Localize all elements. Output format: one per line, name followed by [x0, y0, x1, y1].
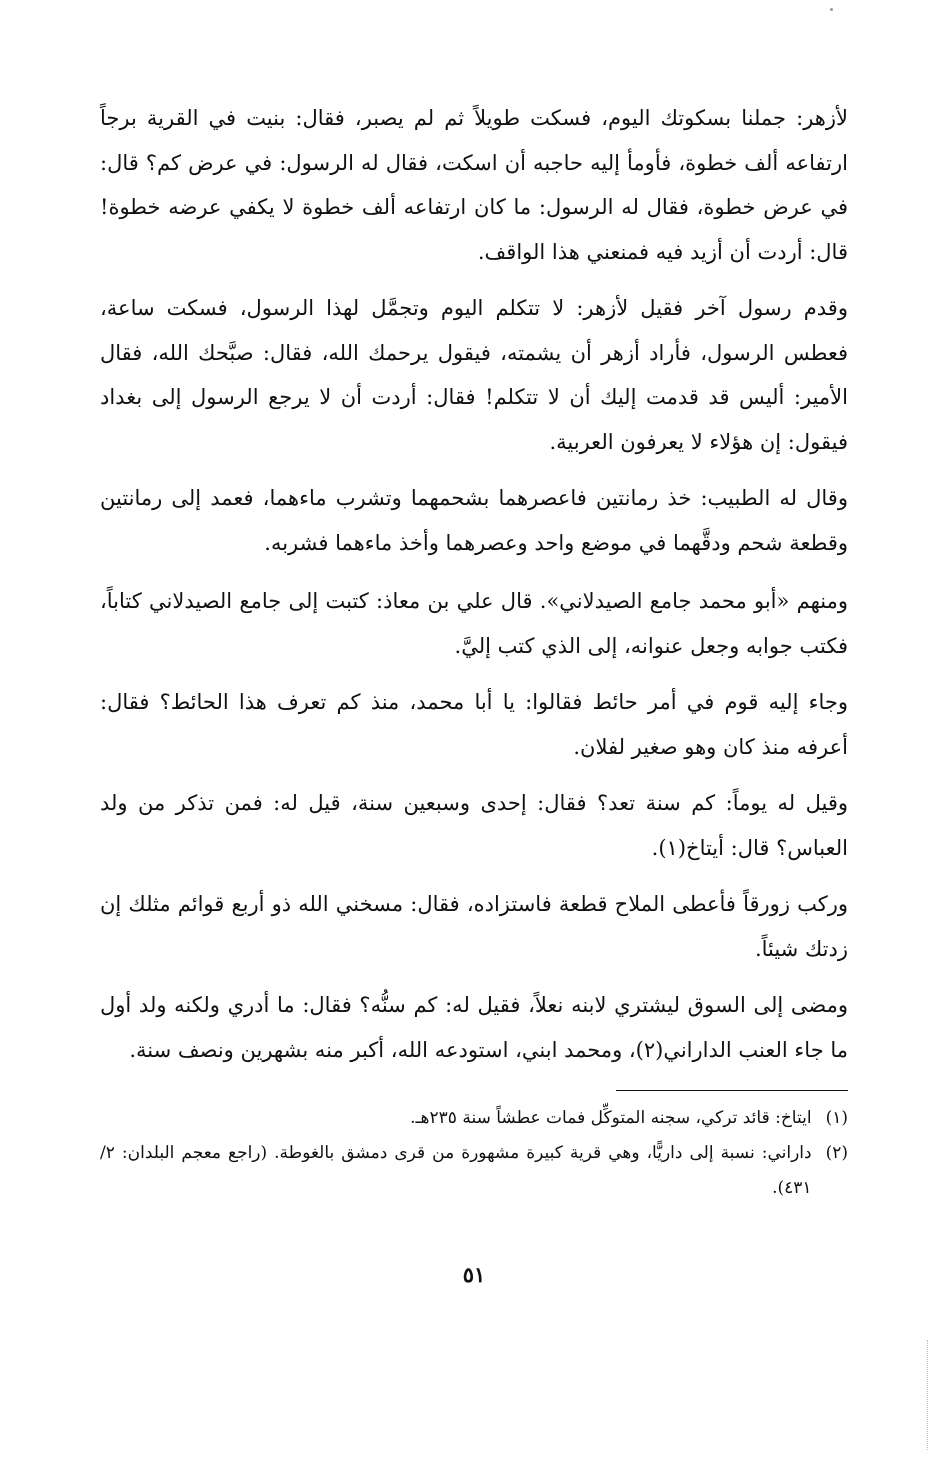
footnote-number: (١) [825, 1108, 848, 1128]
footnote-number: (٢) [825, 1143, 848, 1163]
paragraph-wall: وجاء إليه قوم في أمر حائط فقالوا: يا أبا محمد، منذ كم تعرف هذا الحائط؟ فقال: أعرفه منذ كان وهو صغير لفلان. [100, 690, 848, 759]
page-number: ٥١ [462, 1262, 486, 1287]
paragraph-boatman: وركب زورقاً فأعطى الملاح قطعة فاستزاده، فقال: مسخني الله ذو أربع قوائم مثلك إن زدتك شيئاً. [100, 892, 848, 961]
footnotes [100, 1101, 848, 1206]
scan-speck [830, 8, 833, 11]
body-text [100, 96, 848, 1072]
paragraph-jami-letter: ومنهم «أبو محمد جامع الصيدلاني». قال علي بن معاذ: كتبت إلى جامع الصيدلاني كتاباً، فكتب جوابه وجعل عنوانه، إلى الذي كتب إليَّ. [100, 589, 848, 658]
paragraph-azhar-sneeze: وقدم رسول آخر فقيل لأزهر: لا تتكلم اليوم وتجمَّل لهذا الرسول، فسكت ساعة، فعطس الرسول، فأراد أزهر أن يشمته، فيقول يرحمك الله، فقال: صبَّحك الله، فقال الأمير: أليس قد قدمت إليك أن لا تتكلم! فقال: أردت أن لا يرجع الرسول إلى بغداد فيقول: إن هؤلاء لا يعرفون العربية. [100, 296, 848, 454]
footnote-item [100, 1101, 848, 1136]
footnote-text: داراني: نسبة إلى داريًّا، وهي قرية كبيرة مشهورة من قرى دمشق بالغوطة. (راجع معجم البلدان: ٢/ ٤٣١). [100, 1143, 812, 1198]
footnote-item [100, 1136, 848, 1206]
paragraph-son-sandals: ومضى إلى السوق ليشتري لابنه نعلاً، فقيل له: كم سنُّه؟ فقال: ما أدري ولكنه ولد أول ما جاء العنب الداراني(٢)، ومحمد ابني، استودعه الله، أكبر منه بشهرين ونصف سنة. [100, 993, 848, 1062]
paragraph-doctor-pomegranates: وقال له الطبيب: خذ رمانتين فاعصرهما بشحمهما وتشرب ماءهما، فعمد إلى رمانتين وقطعة شحم ودقَّهما في موضع واحد وعصرهما وأخذ ماءهما فشربه. [100, 486, 848, 555]
paragraph-age: وقيل له يوماً: كم سنة تعد؟ فقال: إحدى وسبعين سنة، قيل له: فمن تذكر من ولد العباس؟ قال: أيتاخ(١). [100, 791, 848, 860]
paragraph-azhar-tower: لأزهر: جملنا بسكوتك اليوم، فسكت طويلاً ثم لم يصبر، فقال: بنيت في القرية برجاً ارتفاعه ألف خطوة، فأومأ إليه حاجبه أن اسكت، فقال له الرسول: في عرض كم؟ قال: في عرض خطوة، فقال له الرسول: ما كان ارتفاعه ألف خطوة لا يكفي عرضه خطوة! قال: أردت أن أزيد فيه فمنعني هذا الواقف. [100, 106, 848, 264]
footnote-separator [616, 1090, 848, 1091]
footnote-text: ايتاخ: قائد تركي، سجنه المتوكِّل فمات عطشاً سنة ٢٣٥هـ. [410, 1108, 812, 1128]
scan-edge-mark [925, 1340, 928, 1450]
